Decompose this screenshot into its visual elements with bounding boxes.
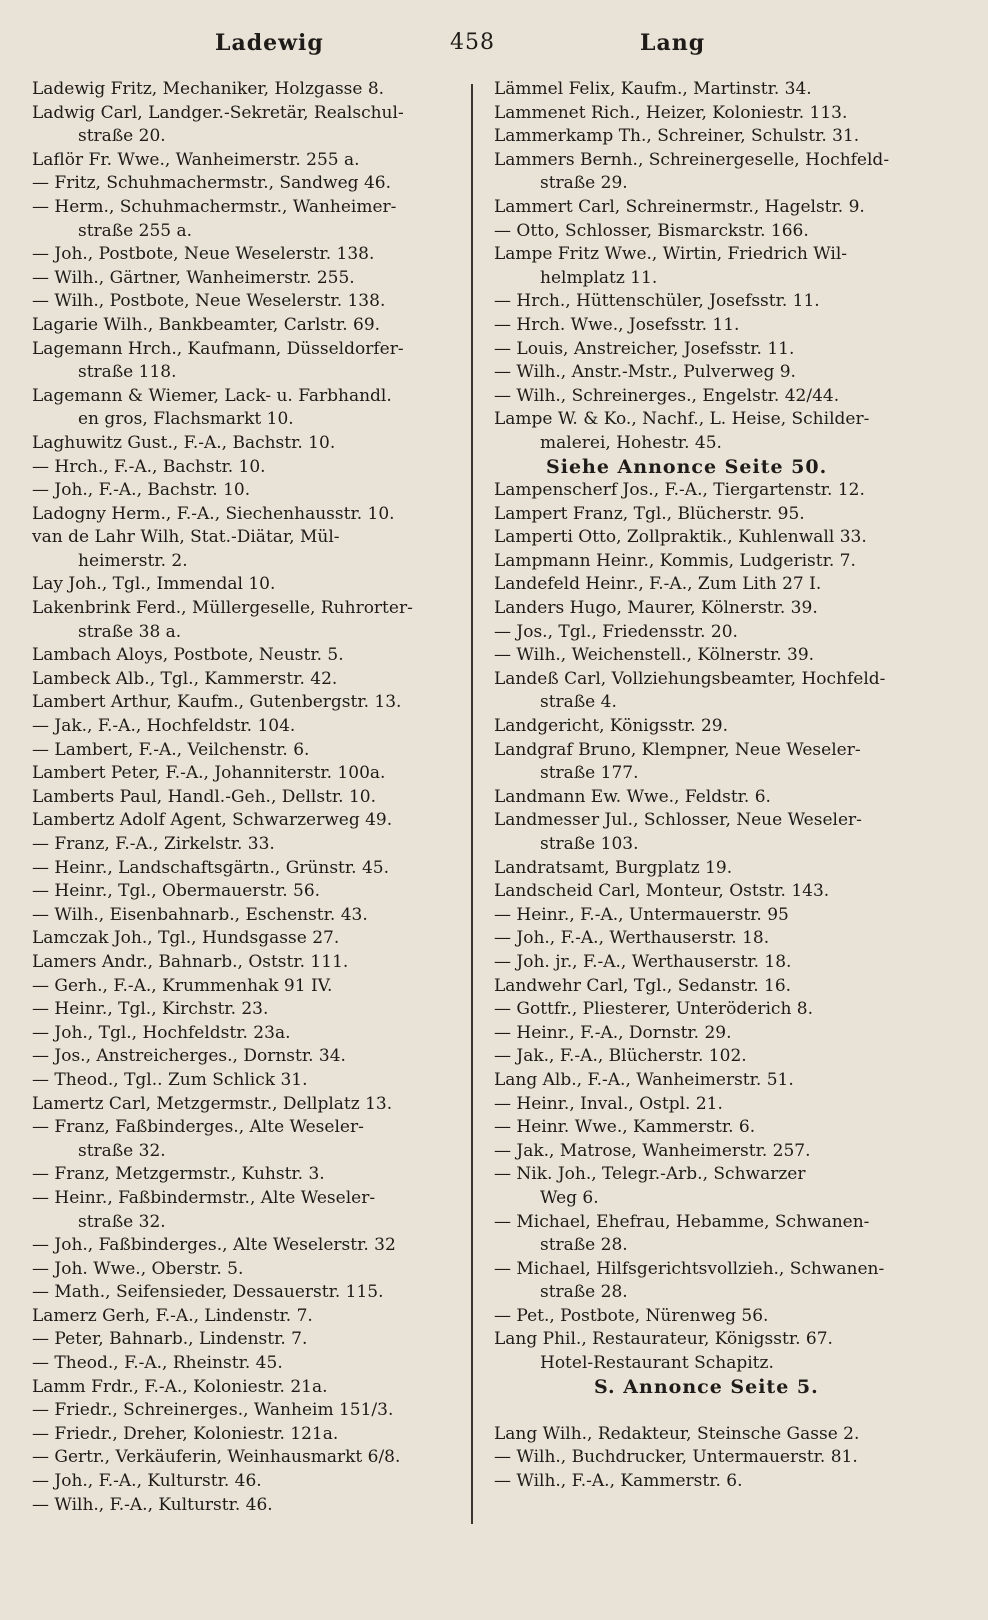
running-head-right: Lang [640, 30, 706, 56]
directory-entry: — Theod., F.-A., Rheinstr. 45. [32, 1353, 283, 1374]
directory-entry: Lamczak Joh., Tgl., Hundsgasse 27. [32, 928, 340, 949]
directory-entry: — Jos., Anstreicherges., Dornstr. 34. [32, 1046, 346, 1067]
directory-entry: straße 28. [540, 1282, 628, 1303]
directory-entry: — Heinr., Landschaftsgärtn., Grünstr. 45. [32, 857, 389, 878]
directory-entry: — Friedr., Schreinerges., Wanheim 151/3. [32, 1400, 394, 1421]
directory-entry: — Heinr., Tgl., Obermauerstr. 56. [32, 881, 321, 902]
directory-entry: — Herm., Schuhmachermstr., Wanheimer- [32, 196, 397, 217]
directory-entry: straße 4. [540, 692, 617, 713]
directory-entry: Weg 6. [540, 1187, 599, 1208]
directory-entry: van de Lahr Wilh, Stat.-Diätar, Mül- [32, 527, 340, 548]
directory-entry: Hotel-Restaurant Schapitz. [540, 1353, 774, 1374]
directory-entry: — Wilh., Eisenbahnarb., Eschenstr. 43. [32, 904, 368, 925]
directory-entry: Lampert Franz, Tgl., Blücherstr. 95. [494, 503, 805, 524]
directory-entry: Ladwig Carl, Landger.-Sekretär, Realschul- [32, 102, 404, 123]
directory-entry: Lay Joh., Tgl., Immendal 10. [32, 574, 276, 595]
directory-entry: straße 177. [540, 763, 639, 784]
directory-entry: straße 32. [78, 1140, 166, 1161]
directory-entry: — Heinr., Faßbindermstr., Alte Weseler- [32, 1187, 376, 1208]
directory-entry: Lammert Carl, Schreinermstr., Hagelstr. 9. [494, 196, 865, 217]
directory-entry: Lamm Frdr., F.-A., Koloniestr. 21a. [32, 1376, 328, 1397]
directory-entry: Landscheid Carl, Monteur, Oststr. 143. [494, 881, 830, 902]
spacer [494, 1399, 964, 1423]
directory-entry: — Jak., Matrose, Wanheimerstr. 257. [494, 1140, 811, 1161]
directory-entry: — Heinr., F.-A., Dornstr. 29. [494, 1022, 732, 1043]
directory-entry: Lagemann Hrch., Kaufmann, Düsseldorfer- [32, 338, 404, 359]
directory-entry: — Wilh., F.-A., Kammerstr. 6. [494, 1471, 743, 1492]
directory-entry: — Wilh., Weichenstell., Kölnerstr. 39. [494, 645, 815, 666]
directory-entry: Laflör Fr. Wwe., Wanheimerstr. 255 a. [32, 149, 360, 170]
directory-entry: Lang Wilh., Redakteur, Steinsche Gasse 2. [494, 1423, 860, 1444]
directory-entry: — Louis, Anstreicher, Josefsstr. 11. [494, 338, 795, 359]
directory-entry: Ladewig Fritz, Mechaniker, Holzgasse 8. [32, 79, 385, 99]
directory-entry: — Joh., F.-A., Kulturstr. 46. [32, 1471, 262, 1492]
directory-entry: — Joh. jr., F.-A., Werthauserstr. 18. [494, 951, 792, 972]
directory-entry: Lammers Bernh., Schreinergeselle, Hochfeld- [494, 149, 890, 170]
directory-entry: — Wilh., Gärtner, Wanheimerstr. 255. [32, 267, 355, 288]
directory-entry: Lampe W. & Ko., Nachf., L. Heise, Schilder- [494, 409, 870, 430]
directory-entry: Lagarie Wilh., Bankbeamter, Carlstr. 69. [32, 314, 381, 335]
directory-entry: Landeß Carl, Vollziehungsbeamter, Hochfeld- [494, 668, 886, 689]
right-column [494, 78, 964, 1494]
directory-entry: Landratsamt, Burgplatz 19. [494, 857, 733, 878]
directory-entry: — Michael, Hilfsgerichtsvollzieh., Schwanen- [494, 1258, 885, 1279]
directory-entry: — Gertr., Verkäuferin, Weinhausmarkt 6/8. [32, 1447, 401, 1468]
directory-entry: Landmesser Jul., Schlosser, Neue Weseler- [494, 810, 862, 831]
directory-entry: Lampmann Heinr., Kommis, Ludgeristr. 7. [494, 550, 856, 571]
directory-entry: — Franz, Faßbinderges., Alte Weseler- [32, 1117, 364, 1138]
directory-entry: — Lambert, F.-A., Veilchenstr. 6. [32, 739, 310, 760]
directory-entry: Lambertz Adolf Agent, Schwarzerweg 49. [32, 810, 393, 831]
directory-entry: Lambert Peter, F.-A., Johanniterstr. 100a. [32, 763, 386, 784]
page-number: 458 [450, 30, 495, 55]
directory-entry: Landmann Ew. Wwe., Feldstr. 6. [494, 786, 771, 807]
directory-entry: straße 118. [78, 362, 177, 383]
directory-entry: Lampenscherf Jos., F.-A., Tiergartenstr. 12. [494, 480, 865, 501]
directory-entry: — Joh., F.-A., Werthauserstr. 18. [494, 928, 770, 949]
directory-entry: — Wilh., Postbote, Neue Weselerstr. 138. [32, 291, 386, 312]
directory-entry: — Joh., Faßbinderges., Alte Weselerstr. 32 [32, 1235, 396, 1256]
directory-entry: en gros, Flachsmarkt 10. [78, 409, 294, 430]
directory-entry: Landwehr Carl, Tgl., Sedanstr. 16. [494, 975, 792, 996]
directory-entry: Lambach Aloys, Postbote, Neustr. 5. [32, 645, 344, 666]
directory-entry: — Hrch., F.-A., Bachstr. 10. [32, 456, 266, 477]
directory-entry: — Franz, F.-A., Zirkelstr. 33. [32, 834, 275, 854]
directory-entry: Ladogny Herm., F.-A., Siechenhausstr. 10. [32, 503, 395, 524]
directory-entry: straße 255 a. [78, 220, 193, 241]
directory-entry: — Fritz, Schuhmachermstr., Sandweg 46. [32, 173, 391, 194]
directory-entry: straße 103. [540, 834, 639, 854]
directory-entry: — Joh., Postbote, Neue Weselerstr. 138. [32, 244, 375, 265]
directory-entry: straße 38 a. [78, 621, 182, 642]
directory-entry: straße 29. [540, 173, 628, 194]
directory-entry: Lamberts Paul, Handl.-Geh., Dellstr. 10. [32, 786, 376, 807]
directory-entry: — Joh., F.-A., Bachstr. 10. [32, 480, 251, 501]
directory-entry: straße 20. [78, 126, 166, 147]
directory-entry: — Math., Seifensieder, Dessauerstr. 115. [32, 1282, 384, 1303]
directory-entry: Lammerkamp Th., Schreiner, Schulstr. 31. [494, 126, 860, 147]
directory-entry: — Heinr., Inval., Ostpl. 21. [494, 1093, 723, 1114]
directory-entry: — Wilh., Buchdrucker, Untermauerstr. 81. [494, 1447, 858, 1468]
directory-entry: — Jak., F.-A., Hochfeldstr. 104. [32, 716, 296, 737]
directory-entry: Landgraf Bruno, Klempner, Neue Weseler- [494, 739, 861, 760]
directory-entry: — Gerh., F.-A., Krummenhak 91 IV. [32, 975, 333, 996]
directory-entry: — Franz, Metzgermstr., Kuhstr. 3. [32, 1164, 325, 1185]
directory-entry: — Otto, Schlosser, Bismarckstr. 166. [494, 220, 809, 241]
directory-entry: Lang Phil., Restaurateur, Königsstr. 67. [494, 1329, 833, 1350]
directory-entry: — Joh. Wwe., Oberstr. 5. [32, 1258, 244, 1279]
directory-entry: Landgericht, Königsstr. 29. [494, 716, 728, 737]
directory-entry: Landefeld Heinr., F.-A., Zum Lith 27 I. [494, 574, 822, 595]
directory-entry: Landers Hugo, Maurer, Kölnerstr. 39. [494, 598, 818, 619]
column-divider [471, 84, 473, 1524]
directory-entry: Lamers Andr., Bahnarb., Oststr. 111. [32, 951, 349, 972]
directory-entry: — Heinr. Wwe., Kammerstr. 6. [494, 1117, 756, 1138]
directory-entry: Lambeck Alb., Tgl., Kammerstr. 42. [32, 668, 338, 689]
directory-entry: straße 28. [540, 1235, 628, 1256]
directory-entry: Lambert Arthur, Kaufm., Gutenbergstr. 13. [32, 692, 402, 713]
directory-entry: Lagemann & Wiemer, Lack- u. Farbhandl. [32, 385, 392, 406]
advertisement-reference: Siehe Annonce Seite 50. [546, 455, 828, 478]
advertisement-reference: S. Annonce Seite 5. [594, 1375, 819, 1398]
directory-entry: Lamerz Gerh, F.-A., Lindenstr. 7. [32, 1305, 313, 1326]
directory-entry: Lakenbrink Ferd., Müllergeselle, Ruhrorter- [32, 598, 413, 619]
directory-entry: — Pet., Postbote, Nürenweg 56. [494, 1305, 769, 1326]
running-head-left: Ladewig [215, 30, 324, 56]
directory-entry: — Hrch. Wwe., Josefsstr. 11. [494, 314, 740, 335]
directory-entry: — Heinr., Tgl., Kirchstr. 23. [32, 999, 269, 1020]
directory-entry: Lampe Fritz Wwe., Wirtin, Friedrich Wil- [494, 244, 848, 265]
directory-entry: straße 32. [78, 1211, 166, 1232]
directory-entry: — Wilh., Anstr.-Mstr., Pulverweg 9. [494, 362, 796, 383]
directory-entry: — Wilh., Schreinerges., Engelstr. 42/44. [494, 385, 840, 406]
directory-entry: Lamertz Carl, Metzgermstr., Dellplatz 13. [32, 1093, 393, 1114]
directory-entry: — Michael, Ehefrau, Hebamme, Schwanen- [494, 1211, 870, 1232]
directory-entry: heimerstr. 2. [78, 550, 188, 571]
directory-entry: — Jak., F.-A., Blücherstr. 102. [494, 1046, 747, 1067]
directory-entry: Lammenet Rich., Heizer, Koloniestr. 113. [494, 102, 848, 123]
directory-entry: — Nik. Joh., Telegr.-Arb., Schwarzer [494, 1164, 806, 1185]
directory-entry: — Jos., Tgl., Friedensstr. 20. [494, 621, 738, 642]
directory-entry: — Theod., Tgl.. Zum Schlick 31. [32, 1069, 308, 1090]
directory-entry: Laghuwitz Gust., F.-A., Bachstr. 10. [32, 432, 336, 453]
directory-entry: Lang Alb., F.-A., Wanheimerstr. 51. [494, 1069, 794, 1090]
directory-entry: — Joh., Tgl., Hochfeldstr. 23a. [32, 1022, 291, 1043]
directory-entry: Lämmel Felix, Kaufm., Martinstr. 34. [494, 79, 812, 99]
directory-entry: — Hrch., Hüttenschüler, Josefsstr. 11. [494, 291, 820, 312]
directory-entry: — Friedr., Dreher, Koloniestr. 121a. [32, 1423, 339, 1444]
directory-entry: — Heinr., F.-A., Untermauerstr. 95 [494, 904, 789, 925]
left-column [32, 78, 462, 1517]
directory-entry: — Gottfr., Pliesterer, Unteröderich 8. [494, 999, 814, 1020]
directory-entry: malerei, Hohestr. 45. [540, 432, 722, 453]
directory-entry: Lamperti Otto, Zollpraktik., Kuhlenwall 33. [494, 527, 867, 548]
directory-entry: — Peter, Bahnarb., Lindenstr. 7. [32, 1329, 308, 1350]
directory-entry: helmplatz 11. [540, 267, 658, 288]
directory-entry: — Wilh., F.-A., Kulturstr. 46. [32, 1494, 273, 1515]
